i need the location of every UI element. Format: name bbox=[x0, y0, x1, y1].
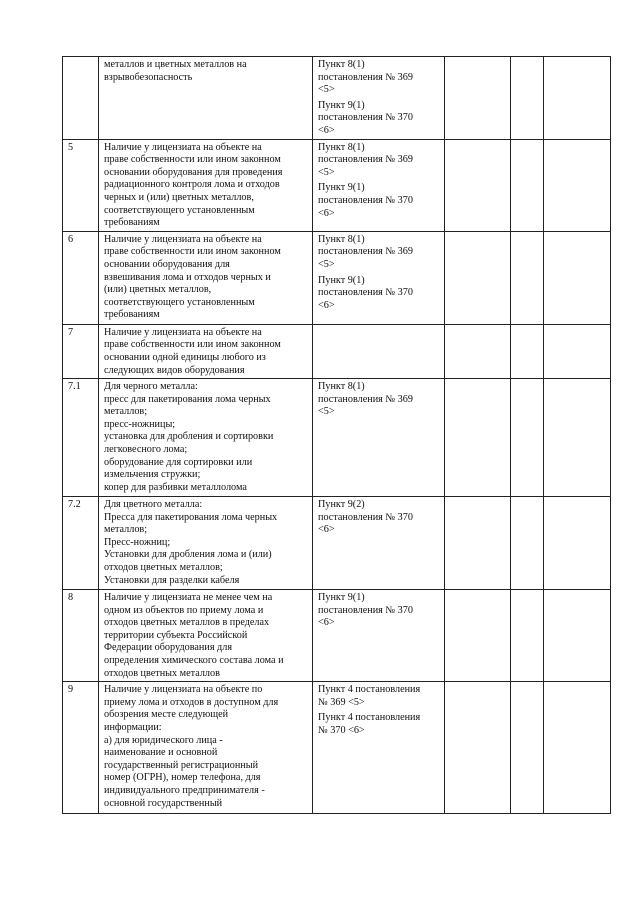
requirements-table bbox=[62, 56, 611, 814]
requirement-line: основании оборудования для проведения bbox=[104, 166, 283, 178]
requirement-line: пресс-ножницы; bbox=[104, 418, 176, 430]
legal-reference-cell bbox=[313, 324, 445, 378]
table-row bbox=[63, 590, 611, 682]
table-row bbox=[63, 324, 611, 378]
row-number-cell bbox=[63, 497, 99, 590]
requirement-line: государственный регистрационный bbox=[104, 759, 259, 771]
table-row bbox=[63, 379, 611, 497]
legal-reference-line: постановления № 370 bbox=[318, 194, 413, 206]
requirement-cell bbox=[99, 324, 313, 378]
requirement-line: металлов и цветных металлов на bbox=[104, 59, 247, 70]
requirement-cell bbox=[99, 57, 313, 140]
requirement-line: легковесного лома; bbox=[104, 444, 188, 456]
legal-reference-cell bbox=[313, 497, 445, 590]
note-cell bbox=[544, 497, 611, 590]
requirement-line: одном из объектов по приему лома и bbox=[104, 604, 264, 616]
legal-reference-line: <5> bbox=[318, 166, 335, 178]
row-number: 7.2 bbox=[68, 499, 81, 511]
legal-reference-line: <6> bbox=[318, 124, 335, 136]
requirement-line: основании оборудования для bbox=[104, 258, 230, 270]
requirement-cell bbox=[99, 139, 313, 231]
requirement-cell bbox=[99, 682, 313, 814]
requirement-line: взвешивания лома и отходов черных и bbox=[104, 271, 271, 283]
answer-cell bbox=[445, 590, 511, 682]
legal-reference-line: Пункт 8(1) bbox=[318, 233, 365, 245]
legal-reference-cell bbox=[313, 379, 445, 497]
mark-cell bbox=[511, 379, 544, 497]
mark-cell bbox=[511, 682, 544, 814]
row-number-cell bbox=[63, 324, 99, 378]
legal-reference-line: Пункт 4 постановления bbox=[318, 684, 421, 696]
legal-reference-line: постановления № 369 bbox=[318, 393, 413, 405]
row-number: 9 bbox=[68, 684, 74, 696]
mark-cell bbox=[511, 231, 544, 324]
requirement-line: оборудование для сортировки или bbox=[104, 456, 253, 468]
row-number: 5 bbox=[68, 141, 74, 153]
note-cell bbox=[544, 231, 611, 324]
legal-reference-line: <6> bbox=[318, 617, 335, 629]
requirement-line: металлов; bbox=[104, 524, 148, 536]
note-cell bbox=[544, 379, 611, 497]
requirement-line: (или) цветных металлов, bbox=[104, 284, 212, 296]
answer-cell bbox=[445, 57, 511, 140]
requirement-line: Федерации оборудования для bbox=[104, 642, 233, 654]
row-number-cell bbox=[63, 57, 99, 140]
requirement-line: радиационного контроля лома и отходов bbox=[104, 179, 280, 191]
requirement-line: информации: bbox=[104, 722, 162, 734]
requirement-line: Наличие у лицензиата не менее чем на bbox=[104, 592, 273, 604]
legal-reference-line: постановления № 369 bbox=[318, 71, 413, 83]
requirement-line: территории субъекта Российской bbox=[104, 629, 248, 641]
legal-reference-line: <5> bbox=[318, 406, 335, 418]
requirement-line: праве собственности или ином законном bbox=[104, 154, 281, 166]
requirement-line: соответствующего установленным bbox=[104, 204, 255, 216]
row-number: 7.1 bbox=[68, 381, 81, 393]
table-row bbox=[63, 231, 611, 324]
note-cell bbox=[544, 682, 611, 814]
answer-cell bbox=[445, 497, 511, 590]
requirement-cell bbox=[99, 231, 313, 324]
answer-cell bbox=[445, 324, 511, 378]
legal-reference-line: Пункт 9(1) bbox=[318, 182, 365, 194]
legal-reference-cell bbox=[313, 590, 445, 682]
requirement-line: измельчения стружки; bbox=[104, 469, 201, 481]
legal-reference-line: постановления № 370 bbox=[318, 287, 413, 299]
legal-reference-cell bbox=[313, 682, 445, 814]
requirement-line: обозрения месте следующей bbox=[104, 709, 229, 721]
requirement-line: Наличие у лицензиата на объекте на bbox=[104, 233, 262, 245]
requirement-line: Пресса для пакетирования лома черных bbox=[104, 511, 278, 523]
requirement-line: индивидуального предпринимателя - bbox=[104, 785, 265, 796]
row-number-cell bbox=[63, 379, 99, 497]
row-number: 6 bbox=[68, 233, 74, 245]
legal-reference-line: Пункт 8(1) bbox=[318, 381, 365, 393]
requirement-line: Для цветного металла: bbox=[104, 499, 203, 511]
requirement-line: Для черного металла: bbox=[104, 381, 198, 393]
requirement-line: взрывобезопасность bbox=[104, 71, 193, 83]
requirement-line: приему лома и отходов в доступном для bbox=[104, 696, 279, 708]
row-number: 8 bbox=[68, 592, 74, 604]
requirement-line: а) для юридического лица - bbox=[104, 734, 223, 746]
requirement-line: Пресс-ножниц; bbox=[104, 536, 171, 548]
note-cell bbox=[544, 324, 611, 378]
legal-reference-line: Пункт 9(2) bbox=[318, 499, 365, 511]
requirement-line: пресс для пакетирования лома черных bbox=[104, 393, 271, 405]
legal-reference-line: <6> bbox=[318, 524, 335, 536]
requirement-cell bbox=[99, 379, 313, 497]
table-row bbox=[63, 497, 611, 590]
legal-reference-line: № 370 <6> bbox=[318, 725, 365, 737]
legal-reference-cell bbox=[313, 139, 445, 231]
note-cell bbox=[544, 57, 611, 140]
row-number: 7 bbox=[68, 326, 74, 338]
legal-reference-line: <5> bbox=[318, 258, 335, 270]
requirement-line: требованиям bbox=[104, 217, 160, 229]
mark-cell bbox=[511, 497, 544, 590]
legal-reference-cell bbox=[313, 57, 445, 140]
table-row bbox=[63, 682, 611, 814]
requirement-line: номер (ОГРН), номер телефона, для bbox=[104, 772, 261, 784]
legal-reference-line: Пункт 9(1) bbox=[318, 99, 365, 111]
requirement-line: черных и (или) цветных металлов, bbox=[104, 191, 254, 203]
requirement-line: следующих видов оборудования bbox=[104, 364, 245, 376]
row-number-cell bbox=[63, 231, 99, 324]
legal-reference-line: № 369 <5> bbox=[318, 696, 365, 708]
row-number-cell bbox=[63, 139, 99, 231]
table-body bbox=[63, 57, 611, 814]
requirement-line: копер для разбивки металлолома bbox=[104, 481, 247, 493]
legal-reference-line: Пункт 4 постановления bbox=[318, 712, 421, 724]
legal-reference-line: <6> bbox=[318, 299, 335, 311]
requirement-line: установка для дробления и сортировки bbox=[104, 431, 274, 443]
requirement-line: отходов цветных металлов в пределах bbox=[104, 617, 270, 629]
mark-cell bbox=[511, 139, 544, 231]
requirement-line: отходов цветных металлов bbox=[104, 667, 220, 679]
legal-reference-line: постановления № 370 bbox=[318, 604, 413, 616]
requirement-line: металлов; bbox=[104, 406, 148, 418]
answer-cell bbox=[445, 682, 511, 814]
legal-reference-line: Пункт 9(1) bbox=[318, 274, 365, 286]
requirement-line: праве собственности или ином законном bbox=[104, 339, 281, 351]
legal-reference-cell bbox=[313, 231, 445, 324]
answer-cell bbox=[445, 231, 511, 324]
requirement-line: отходов цветных металлов; bbox=[104, 562, 223, 574]
legal-reference-line: Пункт 8(1) bbox=[318, 141, 365, 153]
requirement-line: основании одной единицы любого из bbox=[104, 351, 266, 363]
requirement-line: Установки для дробления лома и (или) bbox=[104, 549, 272, 561]
row-number-cell bbox=[63, 682, 99, 814]
note-cell bbox=[544, 590, 611, 682]
requirement-cell bbox=[99, 497, 313, 590]
row-number-cell bbox=[63, 590, 99, 682]
requirement-line: Наличие у лицензиата на объекте на bbox=[104, 326, 262, 338]
mark-cell bbox=[511, 57, 544, 140]
table-row bbox=[63, 57, 611, 140]
table-row bbox=[63, 139, 611, 231]
mark-cell bbox=[511, 324, 544, 378]
legal-reference-line: Пункт 8(1) bbox=[318, 59, 365, 70]
requirement-line: праве собственности или ином законном bbox=[104, 246, 281, 258]
mark-cell bbox=[511, 590, 544, 682]
requirement-line: требованиям bbox=[104, 309, 160, 321]
note-cell bbox=[544, 139, 611, 231]
requirement-line: определения химического состава лома и bbox=[104, 655, 284, 667]
answer-cell bbox=[445, 379, 511, 497]
legal-reference-line: постановления № 369 bbox=[318, 154, 413, 166]
legal-reference-line: <6> bbox=[318, 207, 335, 219]
legal-reference-line: постановления № 370 bbox=[318, 511, 413, 523]
requirement-line: Наличие у лицензиата на объекте по bbox=[104, 684, 263, 696]
requirement-line: Наличие у лицензиата на объекте на bbox=[104, 141, 262, 153]
requirement-line: основной государственный bbox=[104, 797, 223, 809]
requirement-line: наименование и основной bbox=[104, 747, 218, 759]
requirement-line: Установки для разделки кабеля bbox=[104, 574, 240, 586]
answer-cell bbox=[445, 139, 511, 231]
legal-reference-line: <5> bbox=[318, 84, 335, 96]
legal-reference-line: постановления № 370 bbox=[318, 112, 413, 124]
requirement-line: соответствующего установленным bbox=[104, 296, 255, 308]
requirement-cell bbox=[99, 590, 313, 682]
legal-reference-line: Пункт 9(1) bbox=[318, 592, 365, 604]
legal-reference-line: постановления № 369 bbox=[318, 246, 413, 258]
